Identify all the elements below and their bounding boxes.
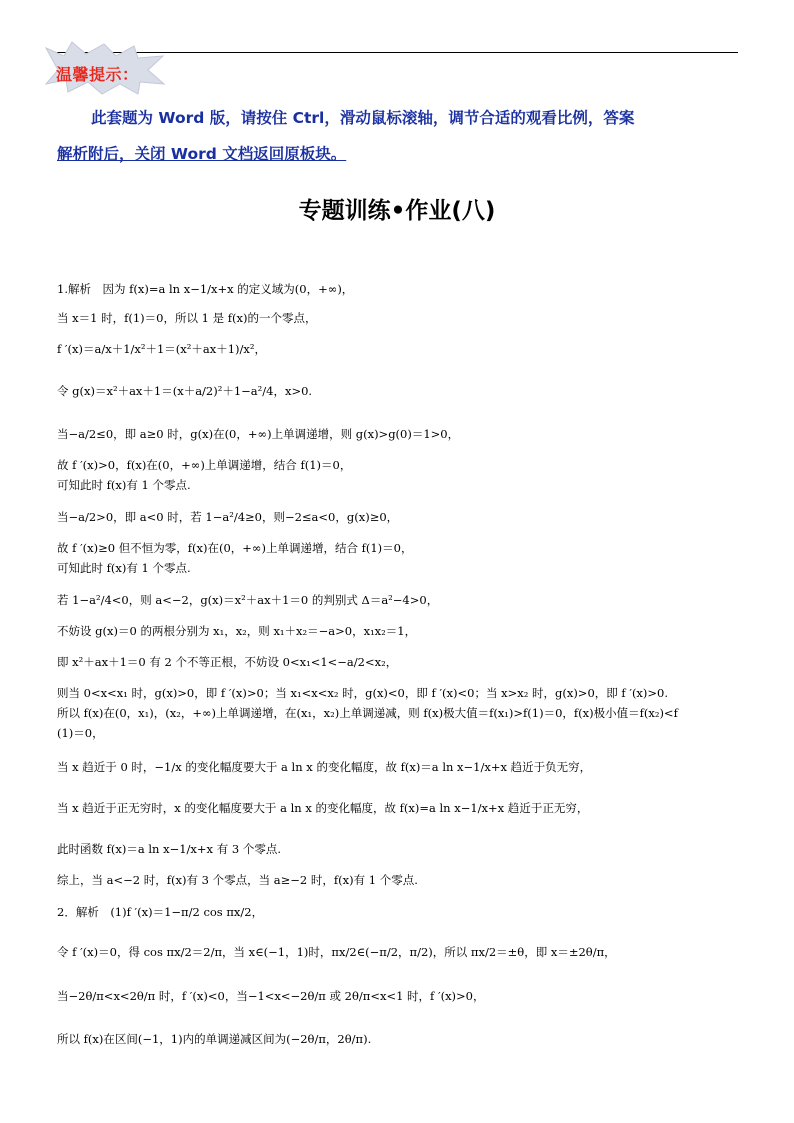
line-15: 所以 f(x)在(0，x₁)，(x₂，+∞)上单调递增，在(x₁，x₂)上单调递减，则 f(x)极大值＝f(x₁)>f(1)＝0，f(x)极小值＝f(x₂)<f	[57, 706, 678, 720]
line-7: 可知此时 f(x)有 1 个零点.	[57, 478, 191, 492]
notice-line-1: 此套题为 Word 版，请按住 Ctrl，滑动鼠标滚轴，调节合适的观看比例，答案	[91, 109, 635, 127]
line-22: 令 f ′(x)＝0，得 cos πx/2＝2/π，当 x∈(−1，1)时，πx/2∈(−π/2，π/2)，所以 πx/2＝±θ，即 x＝±2θ/π，	[57, 945, 616, 959]
line-12: 不妨设 g(x)＝0 的两根分别为 x₁，x₂，则 x₁＋x₂＝−a>0，x₁x₂＝1，	[57, 624, 417, 638]
line-21: 2．解析 (1)f ′(x)＝1−π/2 cos πx/2，	[57, 905, 264, 919]
line-10: 可知此时 f(x)有 1 个零点.	[57, 561, 191, 575]
notice-line-2: 解析附后，关闭 Word 文档返回原板块。	[57, 145, 347, 163]
notice-paragraph	[57, 100, 741, 172]
line-8: 当−a/2>0，即 a<0 时，若 1−a²/4≥0，则−2≤a<0，g(x)≥0，	[57, 510, 399, 524]
line-9: 故 f ′(x)≥0 但不恒为零，f(x)在(0，+∞)上单调递增，结合 f(1)＝0，	[57, 541, 413, 555]
line-20: 综上，当 a<−2 时，f(x)有 3 个零点，当 a≥−2 时，f(x)有 1 个零点.	[57, 873, 418, 887]
line-4: 令 g(x)＝x²＋ax＋1＝(x＋a/2)²＋1−a²/4，x>0.	[57, 384, 313, 398]
line-13: 即 x²＋ax＋1＝0 有 2 个不等正根，不妨设 0<x₁<1<−a/2<x₂，	[57, 655, 398, 669]
line-18: 当 x 趋近于正无穷时，x 的变化幅度要大于 a ln x 的变化幅度，故 f(x)=a ln x−1/x+x 趋近于正无穷，	[57, 801, 589, 815]
line-11: 若 1−a²/4<0，则 a<−2，g(x)＝x²＋ax＋1＝0 的判别式 Δ＝a²−4>0，	[57, 593, 439, 607]
line-16: (1)＝0，	[57, 726, 104, 740]
line-19: 此时函数 f(x)＝a ln x−1/x+x 有 3 个零点.	[57, 842, 281, 856]
line-23: 当−2θ/π<x<2θ/π 时，f ′(x)<0，当−1<x<−2θ/π 或 2θ/π<x<1 时，f ′(x)>0，	[57, 989, 485, 1003]
page-title: 专题训练•作业(八)	[298, 198, 496, 224]
line-1: 1.解析 因为 f(x)=a ln x−1/x+x 的定义域为(0，+∞)，	[57, 282, 354, 296]
line-24: 所以 f(x)在区间(−1，1)内的单调递减区间为(−2θ/π，2θ/π).	[57, 1032, 372, 1046]
line-5: 当−a/2≤0，即 a≥0 时，g(x)在(0，+∞)上单调递增，则 g(x)>g(0)＝1>0，	[57, 427, 460, 441]
line-17: 当 x 趋近于 0 时，−1/x 的变化幅度要大于 a ln x 的变化幅度，故 f(x)＝a ln x−1/x+x 趋近于负无穷，	[57, 760, 592, 774]
line-2: 当 x＝1 时，f(1)＝0，所以 1 是 f(x)的一个零点，	[57, 311, 317, 325]
tip-label: 温馨提示：	[56, 65, 139, 84]
line-6: 故 f ′(x)>0，f(x)在(0，+∞)上单调递增，结合 f(1)＝0，	[57, 458, 352, 472]
line-3: f ′(x)＝a/x＋1/x²＋1＝(x²＋ax＋1)/x²，	[57, 342, 266, 356]
line-14: 则当 0<x<x₁ 时，g(x)>0，即 f ′(x)>0；当 x₁<x<x₂ 时，g(x)<0，即 f ′(x)<0；当 x>x₂ 时，g(x)>0，即 f ′(x)>0.	[57, 686, 669, 700]
